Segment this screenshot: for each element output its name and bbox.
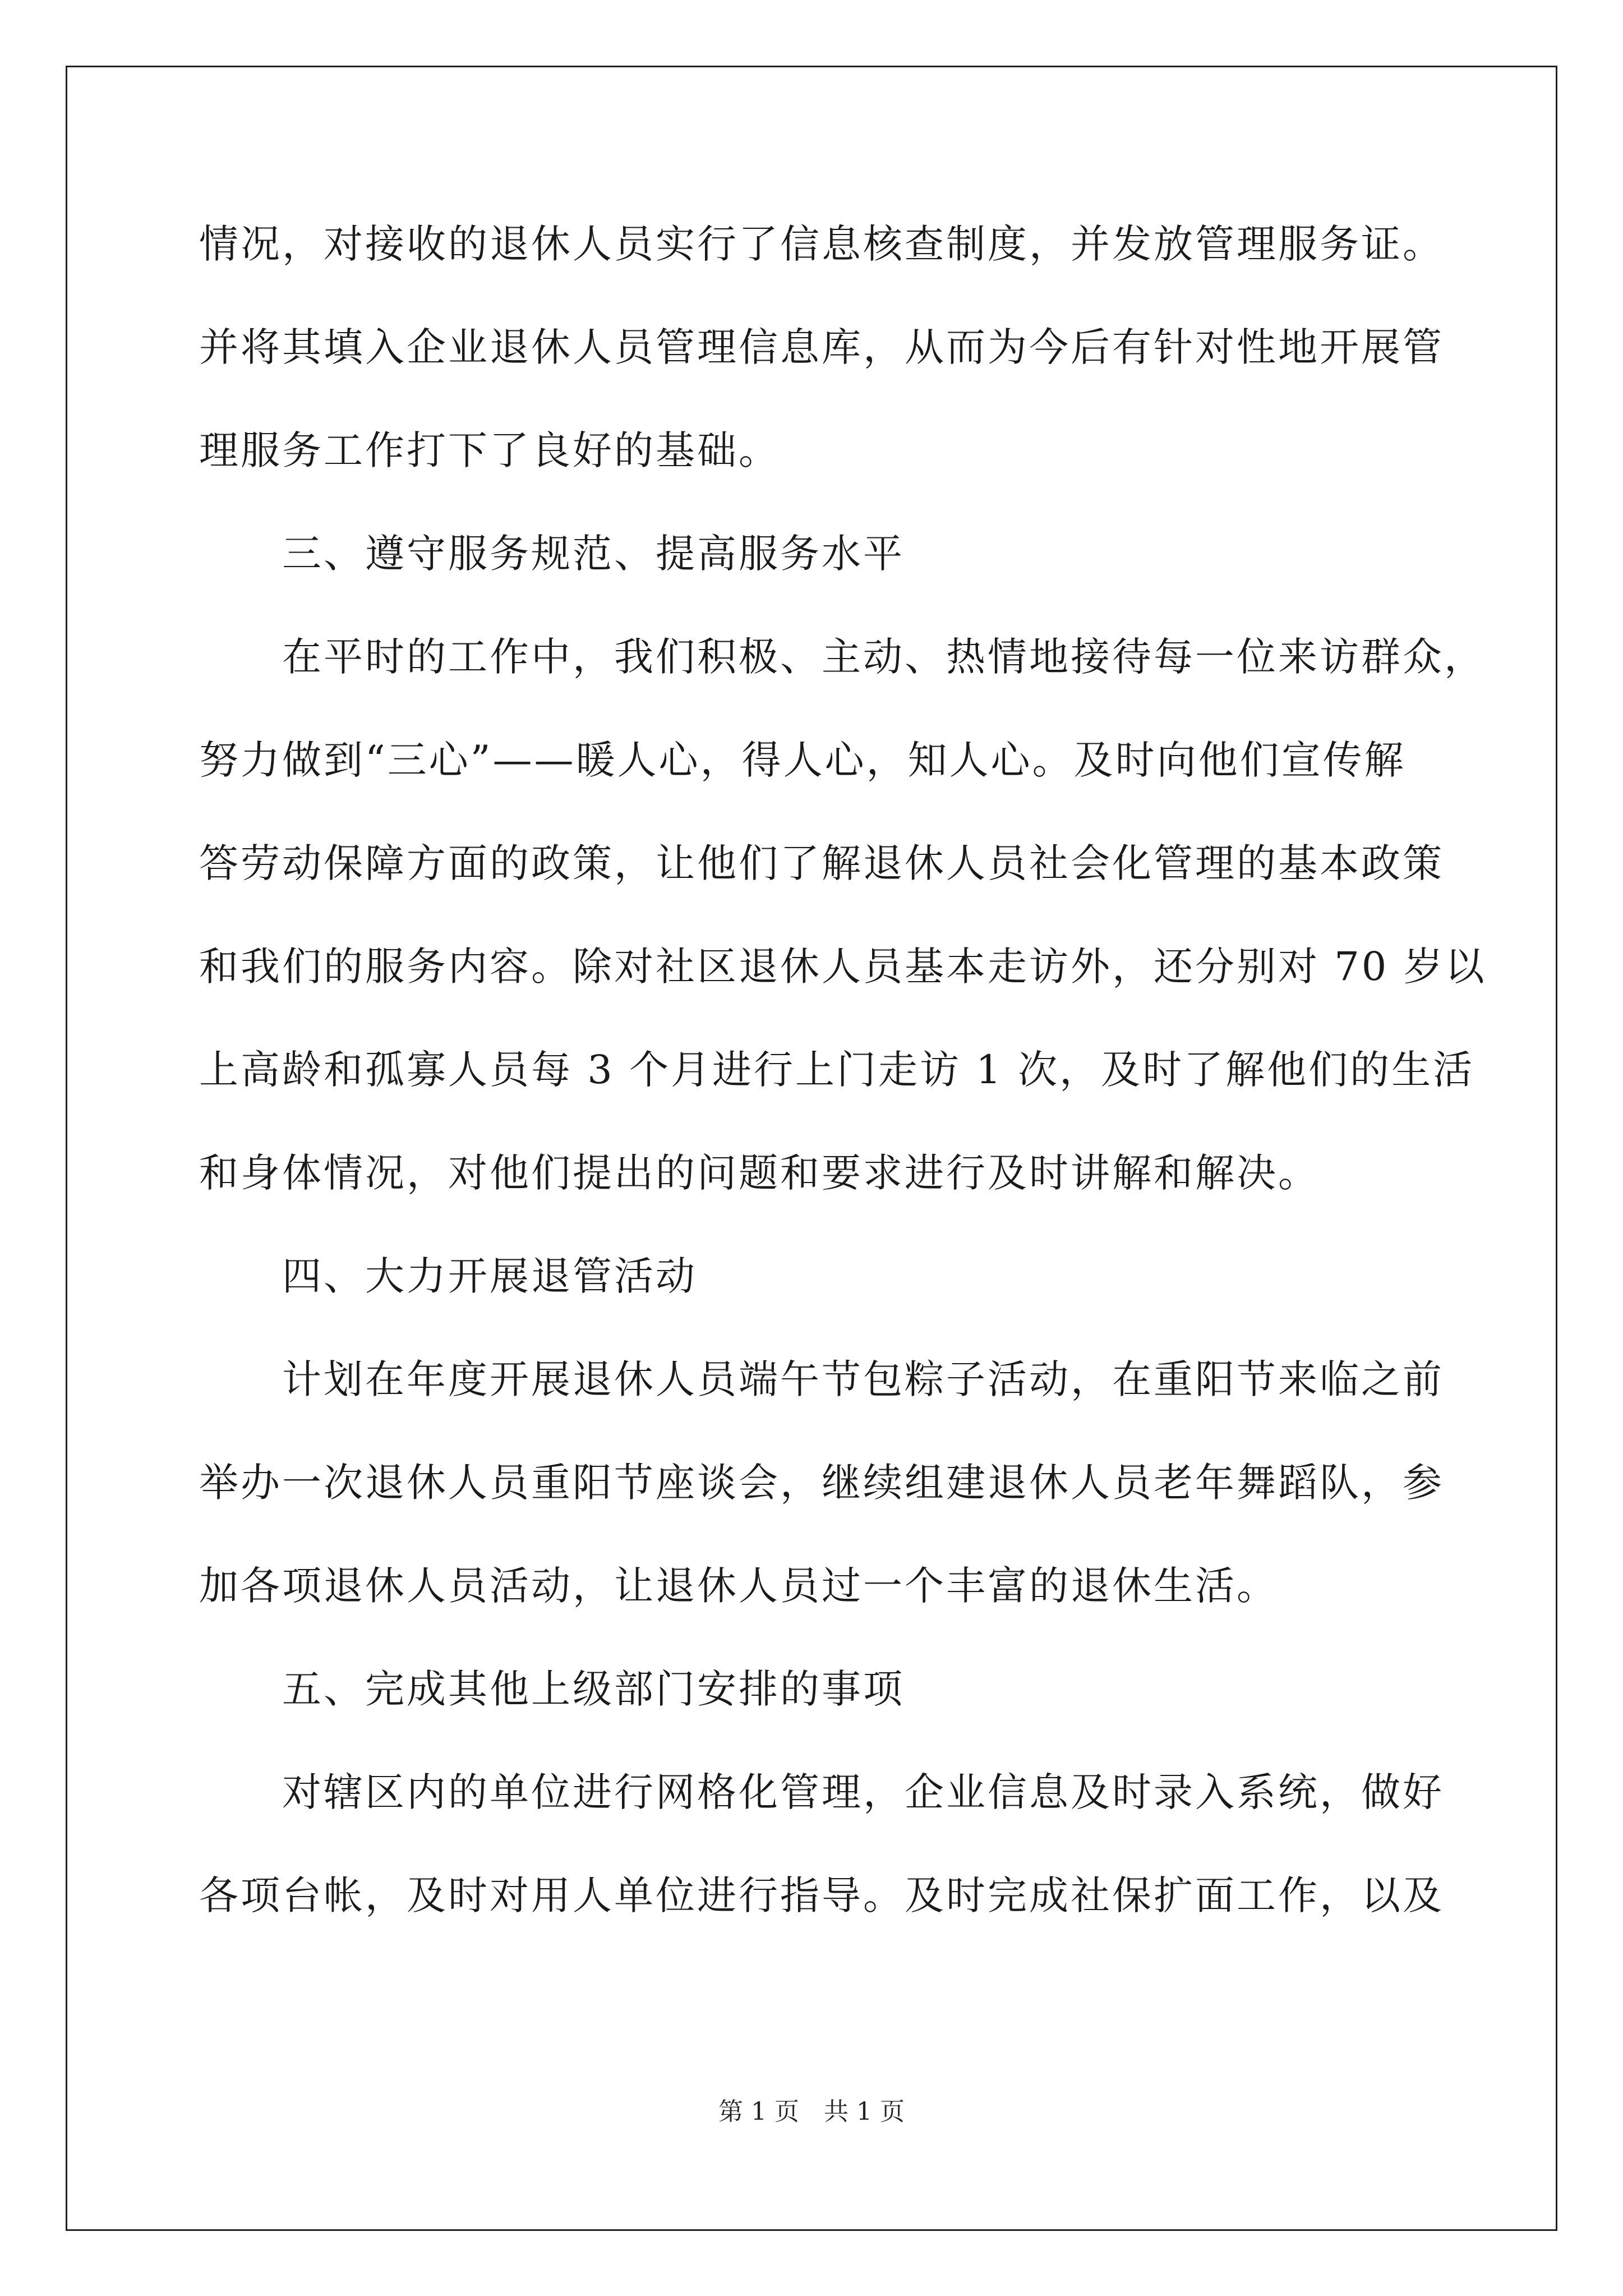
text-line: 情况，对接收的退休人员实行了信息核查制度，并发放管理服务证。 [199,221,1444,267]
document-body [199,208,1487,1962]
text-line: 并将其填入企业退休人员管理信息库，从而为今后有针对性地开展管 [199,324,1444,370]
text-line: 理服务工作打下了良好的基础。 [199,427,780,473]
text-line: 加各项退休人员活动，让退休人员过一个丰富的退休生活。 [199,1563,1278,1609]
text-line: 和身体情况，对他们提出的问题和要求进行及时讲解和解决。 [199,1150,1320,1196]
page-footer: 第 1 页 共 1 页 [718,2097,905,2126]
section-heading: 三、遵守服务规范、提高服务水平 [199,531,905,577]
text-line: 各项台帐，及时对用人单位进行指导。及时完成社保扩面工作，以及 [199,1872,1444,1918]
section-heading: 五、完成其他上级部门安排的事项 [199,1666,905,1712]
section-heading: 四、大力开展退管活动 [199,1253,697,1299]
text-line: 在平时的工作中，我们积极、主动、热情地接待每一位来访群众， [199,634,1486,680]
text-line: 上高龄和孤寡人员每 3 个月进行上门走访 1 次，及时了解他们的生活 [199,1047,1475,1093]
text-line: 举办一次退休人员重阳节座谈会，继续组建退休人员老年舞蹈队，参 [199,1460,1444,1506]
text-line: 努力做到“三心”——暖人心，得人心，知人心。及时向他们宣传解 [199,737,1406,783]
text-line: 对辖区内的单位进行网格化管理，企业信息及时录入系统，做好 [199,1769,1444,1815]
text-line: 计划在年度开展退休人员端午节包粽子活动，在重阳节来临之前 [199,1356,1444,1402]
text-line: 和我们的服务内容。除对社区退休人员基本走访外，还分别对 70 岁以 [199,944,1487,990]
text-line: 答劳动保障方面的政策，让他们了解退休人员社会化管理的基本政策 [199,840,1444,886]
